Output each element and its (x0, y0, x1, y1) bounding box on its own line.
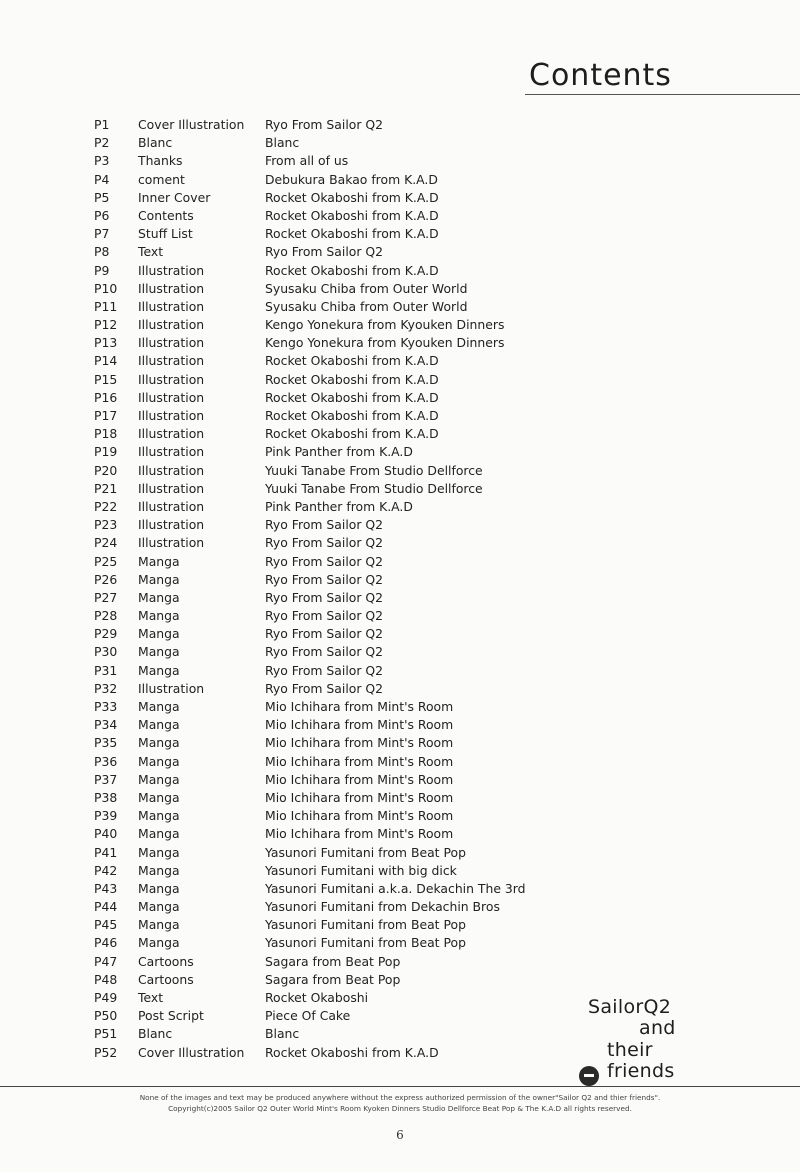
entry-type: Illustration (138, 517, 205, 533)
entry-page-number: P50 (94, 1008, 118, 1024)
entry-type: Manga (138, 753, 180, 769)
contents-entry (94, 734, 694, 752)
entry-page-number: P31 (94, 662, 118, 678)
entry-page-number: P48 (94, 971, 118, 987)
entry-credit: Ryo From Sailor Q2 (265, 553, 384, 569)
entry-page-number: P39 (94, 808, 118, 824)
entry-type: Manga (138, 771, 180, 787)
entry-type: Thanks (138, 153, 183, 169)
contents-list (94, 116, 694, 1062)
entry-type: Illustration (138, 371, 205, 387)
entry-type: Illustration (138, 535, 205, 551)
entry-type: Manga (138, 844, 180, 860)
contents-entry (94, 880, 694, 898)
entry-type: Contents (138, 207, 194, 223)
contents-entry (94, 589, 694, 607)
entry-type: Cartoons (138, 953, 194, 969)
entry-page-number: P12 (94, 317, 118, 333)
contents-entry (94, 825, 694, 843)
entry-credit: Rocket Okaboshi from K.A.D (265, 207, 439, 223)
entry-page-number: P24 (94, 535, 118, 551)
contents-entry (94, 280, 694, 298)
logo-line-1: SailorQ2 (588, 996, 672, 1018)
entry-type: Cartoons (138, 971, 194, 987)
entry-type: Manga (138, 571, 180, 587)
entry-page-number: P44 (94, 899, 118, 915)
entry-credit: Rocket Okaboshi from K.A.D (265, 389, 439, 405)
contents-entry (94, 698, 694, 716)
footer-divider (0, 1086, 800, 1087)
entry-page-number: P21 (94, 480, 118, 496)
contents-entry (94, 662, 694, 680)
entry-page-number: P51 (94, 1026, 118, 1042)
contents-entry (94, 607, 694, 625)
entry-page-number: P47 (94, 953, 118, 969)
entry-page-number: P7 (94, 226, 110, 242)
entry-credit: Ryo From Sailor Q2 (265, 244, 384, 260)
entry-credit: Ryo From Sailor Q2 (265, 589, 384, 605)
entry-credit: Yasunori Fumitani with big dick (265, 862, 457, 878)
entry-page-number: P29 (94, 626, 118, 642)
entry-type: Illustration (138, 353, 205, 369)
contents-entry (94, 716, 694, 734)
entry-page-number: P30 (94, 644, 118, 660)
entry-page-number: P45 (94, 917, 118, 933)
entry-credit: Ryo From Sailor Q2 (265, 608, 384, 624)
entry-credit: Mio Ichihara from Mint's Room (265, 753, 454, 769)
entry-type: Manga (138, 808, 180, 824)
entry-type: Manga (138, 735, 180, 751)
contents-entry (94, 643, 694, 661)
entry-page-number: P11 (94, 298, 118, 314)
entry-credit: Rocket Okaboshi from K.A.D (265, 426, 439, 442)
entry-type: Stuff List (138, 226, 193, 242)
entry-credit: Ryo From Sailor Q2 (265, 680, 384, 696)
entry-type: Manga (138, 699, 180, 714)
entry-type: Manga (138, 862, 180, 878)
contents-entry (94, 971, 694, 989)
entry-page-number: P28 (94, 608, 118, 624)
entry-credit: Rocket Okaboshi (265, 990, 369, 1005)
contents-entry (94, 225, 694, 243)
contents-entry (94, 807, 694, 825)
entry-credit: Ryo From Sailor Q2 (265, 644, 384, 660)
entry-type: Manga (138, 644, 180, 660)
contents-entry (94, 480, 694, 498)
contents-entry (94, 844, 694, 862)
entry-credit: Pink Panther from K.A.D (265, 498, 413, 514)
entry-credit: Sagara from Beat Pop (265, 953, 401, 969)
entry-type: Illustration (138, 444, 205, 460)
contents-entry (94, 371, 694, 389)
entry-credit: From all of us (265, 153, 349, 169)
entry-page-number: P38 (94, 789, 118, 805)
entry-type: Illustration (138, 280, 205, 296)
contents-entry (94, 189, 694, 207)
contents-entry (94, 916, 694, 934)
entry-page-number: P8 (94, 244, 110, 260)
contents-entry (94, 534, 694, 552)
contents-entry (94, 753, 694, 771)
page-title: Contents (529, 58, 672, 93)
entry-credit: Yasunori Fumitani from Dekachin Bros (265, 899, 500, 915)
contents-entry (94, 425, 694, 443)
entry-credit: Yasunori Fumitani from Beat Pop (265, 935, 466, 951)
entry-type: Inner Cover (138, 189, 211, 205)
logo-line-3: their (607, 1039, 653, 1061)
entry-credit: Yuuki Tanabe From Studio Dellforce (265, 462, 483, 478)
entry-credit: Yasunori Fumitani a.k.a. Dekachin The 3rd (265, 880, 526, 896)
entry-page-number: P14 (94, 353, 118, 369)
entry-type: Illustration (138, 335, 205, 351)
entry-page-number: P36 (94, 753, 118, 769)
contents-entry (94, 771, 694, 789)
copyright-notice-line-2: Copyright(c)2005 Sailor Q2 Outer World Mint's Room Kyoken Dinners Studio Dellforce Beat Pop & The K.A.D all rights reserved. (168, 1104, 632, 1113)
sailorq2-logo (570, 996, 700, 1092)
entry-page-number: P16 (94, 389, 118, 405)
contents-entry (94, 389, 694, 407)
entry-type: Cover Illustration (138, 1044, 245, 1060)
page-number: 6 (396, 1128, 404, 1142)
entry-type: coment (138, 171, 185, 187)
entry-page-number: P32 (94, 680, 118, 696)
entry-page-number: P34 (94, 717, 118, 733)
entry-credit: Rocket Okaboshi from K.A.D (265, 226, 439, 242)
entry-page-number: P35 (94, 735, 118, 751)
entry-page-number: P42 (94, 862, 118, 878)
contents-entry (94, 498, 694, 516)
entry-page-number: P5 (94, 189, 110, 205)
contents-entry (94, 407, 694, 425)
contents-entry (94, 680, 694, 698)
contents-entry (94, 953, 694, 971)
logo-line-2: and (639, 1017, 676, 1039)
contents-entry (94, 789, 694, 807)
entry-page-number: P43 (94, 880, 118, 896)
contents-entry (94, 862, 694, 880)
contents-entry (94, 116, 694, 134)
entry-page-number: P20 (94, 462, 118, 478)
entry-type: Illustration (138, 426, 205, 442)
entry-credit: Rocket Okaboshi from K.A.D (265, 189, 439, 205)
entry-credit: Piece Of Cake (265, 1008, 351, 1024)
entry-credit: Mio Ichihara from Mint's Room (265, 735, 454, 751)
contents-entry (94, 625, 694, 643)
entry-page-number: P23 (94, 517, 118, 533)
entry-type: Manga (138, 826, 180, 842)
entry-credit: Rocket Okaboshi from K.A.D (265, 262, 439, 278)
contents-entry (94, 243, 694, 261)
entry-page-number: P18 (94, 426, 118, 442)
copyright-notice-line-1: None of the images and text may be produced anywhere without the express authorized permission of the owner"Sailor Q2 and thier friends". (139, 1093, 661, 1102)
entry-page-number: P15 (94, 371, 118, 387)
entry-credit: Debukura Bakao from K.A.D (265, 171, 438, 187)
entry-page-number: P25 (94, 553, 118, 569)
contents-entry (94, 352, 694, 370)
entry-page-number: P26 (94, 571, 118, 587)
entry-page-number: P17 (94, 408, 118, 423)
entry-type: Blanc (138, 1026, 173, 1042)
entry-page-number: P33 (94, 699, 118, 714)
contents-entry (94, 298, 694, 316)
entry-type: Manga (138, 717, 180, 733)
contents-entry (94, 134, 694, 152)
title-underline (525, 94, 800, 95)
contents-entry (94, 171, 694, 189)
entry-type: Illustration (138, 480, 205, 496)
contents-entry (94, 934, 694, 952)
entry-credit: Ryo From Sailor Q2 (265, 571, 384, 587)
entry-credit: Ryo From Sailor Q2 (265, 662, 384, 678)
entry-type: Illustration (138, 389, 205, 405)
entry-type: Manga (138, 662, 180, 678)
entry-credit: Mio Ichihara from Mint's Room (265, 771, 454, 787)
entry-credit: Mio Ichihara from Mint's Room (265, 699, 454, 714)
entry-type: Illustration (138, 462, 205, 478)
entry-type: Illustration (138, 498, 205, 514)
entry-credit: Yuuki Tanabe From Studio Dellforce (265, 480, 483, 496)
entry-type: Manga (138, 589, 180, 605)
contents-entry (94, 443, 694, 461)
entry-credit: Mio Ichihara from Mint's Room (265, 808, 454, 824)
entry-credit: Syusaku Chiba from Outer World (265, 280, 468, 296)
entry-credit: Yasunori Fumitani from Beat Pop (265, 844, 466, 860)
entry-page-number: P13 (94, 335, 118, 351)
entry-page-number: P46 (94, 935, 118, 951)
entry-credit: Sagara from Beat Pop (265, 971, 401, 987)
entry-page-number: P1 (94, 117, 110, 132)
entry-type: Text (138, 990, 164, 1005)
contents-entry (94, 898, 694, 916)
entry-type: Manga (138, 935, 180, 951)
contents-entry (94, 152, 694, 170)
entry-type: Cover Illustration (138, 117, 245, 132)
contents-entry (94, 334, 694, 352)
entry-credit: Blanc (265, 135, 300, 151)
entry-page-number: P41 (94, 844, 118, 860)
entry-credit: Rocket Okaboshi from K.A.D (265, 371, 439, 387)
entry-credit: Kengo Yonekura from Kyouken Dinners (265, 317, 505, 333)
entry-type: Illustration (138, 298, 205, 314)
contents-entry (94, 516, 694, 534)
entry-credit: Mio Ichihara from Mint's Room (265, 717, 454, 733)
entry-page-number: P27 (94, 589, 118, 605)
entry-credit: Blanc (265, 1026, 300, 1042)
entry-credit: Ryo From Sailor Q2 (265, 117, 384, 132)
contents-entry (94, 553, 694, 571)
entry-page-number: P2 (94, 135, 110, 151)
entry-credit: Mio Ichihara from Mint's Room (265, 826, 454, 842)
entry-credit: Rocket Okaboshi from K.A.D (265, 1044, 439, 1060)
entry-page-number: P4 (94, 171, 110, 187)
entry-type: Illustration (138, 317, 205, 333)
entry-credit: Rocket Okaboshi from K.A.D (265, 353, 439, 369)
logo-mark-icon (579, 1066, 599, 1086)
contents-entry (94, 207, 694, 225)
entry-type: Manga (138, 789, 180, 805)
entry-credit: Ryo From Sailor Q2 (265, 626, 384, 642)
entry-page-number: P3 (94, 153, 110, 169)
entry-page-number: P10 (94, 280, 118, 296)
entry-credit: Kengo Yonekura from Kyouken Dinners (265, 335, 505, 351)
entry-credit: Rocket Okaboshi from K.A.D (265, 408, 439, 423)
entry-type: Manga (138, 880, 180, 896)
contents-entry (94, 571, 694, 589)
entry-credit: Ryo From Sailor Q2 (265, 517, 384, 533)
entry-type: Manga (138, 899, 180, 915)
entry-credit: Mio Ichihara from Mint's Room (265, 789, 454, 805)
entry-page-number: P6 (94, 207, 110, 223)
contents-header (525, 58, 800, 98)
entry-page-number: P19 (94, 444, 118, 460)
entry-page-number: P40 (94, 826, 118, 842)
entry-type: Manga (138, 608, 180, 624)
entry-credit: Pink Panther from K.A.D (265, 444, 413, 460)
entry-page-number: P52 (94, 1044, 118, 1060)
entry-page-number: P49 (94, 990, 118, 1005)
contents-entry (94, 462, 694, 480)
entry-type: Text (138, 244, 164, 260)
entry-type: Manga (138, 553, 180, 569)
contents-entry (94, 262, 694, 280)
entry-type: Illustration (138, 262, 205, 278)
entry-type: Illustration (138, 680, 205, 696)
contents-entry (94, 316, 694, 334)
entry-page-number: P37 (94, 771, 118, 787)
entry-credit: Yasunori Fumitani from Beat Pop (265, 917, 466, 933)
entry-credit: Syusaku Chiba from Outer World (265, 298, 468, 314)
entry-type: Blanc (138, 135, 173, 151)
entry-type: Post Script (138, 1008, 204, 1024)
logo-line-4: friends (607, 1060, 675, 1082)
entry-type: Illustration (138, 408, 205, 423)
entry-page-number: P9 (94, 262, 110, 278)
entry-type: Manga (138, 626, 180, 642)
entry-credit: Ryo From Sailor Q2 (265, 535, 384, 551)
entry-page-number: P22 (94, 498, 118, 514)
entry-type: Manga (138, 917, 180, 933)
